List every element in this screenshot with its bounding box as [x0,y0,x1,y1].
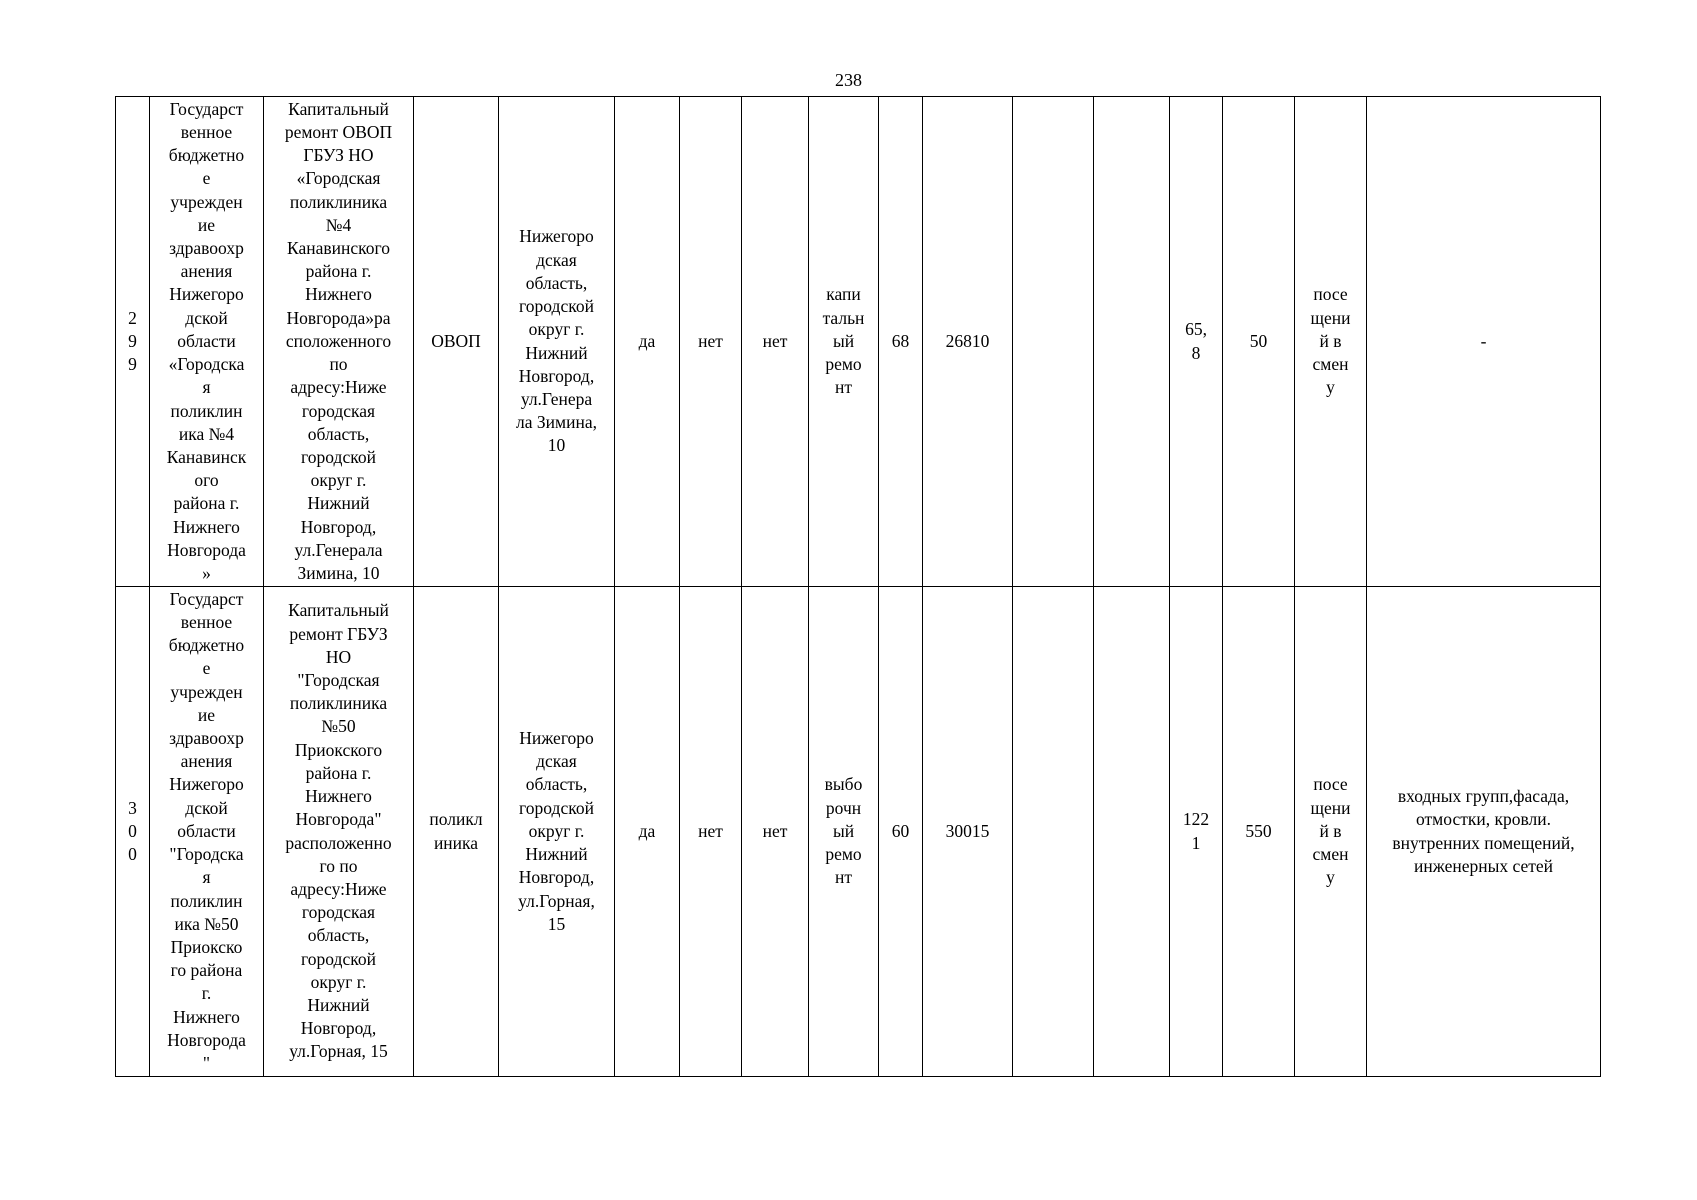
capacity-unit-cell [1295,587,1367,1077]
cell-text-line: ие [197,704,216,725]
cell-text-line: адресу:Ниже [290,878,387,899]
cell-text-line: 65, [1185,319,1207,340]
cell-text-line: область, [307,423,370,444]
cell-text-line: Нижний [307,994,370,1015]
cell-text-line: Государст [169,588,244,609]
capacity-cell: 550 [1223,587,1295,1077]
cell-text-line: ремонт ГБУЗ [289,623,388,644]
cell-text-line: области [177,820,236,841]
cell-text-line: здравоохр [169,728,244,749]
cell-text-line: анения [180,261,233,282]
cell-text-line: ла Зимина, [516,412,597,433]
cell-text-line: №4 [325,214,352,235]
cell-text-line: поликл [429,809,483,830]
cell-text-line: 8 [1191,342,1201,363]
cell-text-line: й в [1319,820,1342,841]
cell-text-line: городская [301,400,376,421]
cell-text-line: "Городска [169,844,244,865]
cell-text-line: области [177,330,236,351]
row-number-cell [116,587,150,1077]
owner-cell [150,587,264,1077]
cell-text-line: Капитальный [288,600,389,621]
object-type-cell [414,587,499,1077]
cell-text-line: городской [519,797,594,818]
object-type-cell [414,97,499,587]
cell-text-line: Нижнего [305,284,372,305]
cell-text-line: 1 [1191,832,1201,853]
cell-text-line: у [1326,867,1335,888]
cell-text-line: Новгород, [300,516,377,537]
cell-text-line: района г. [173,493,240,514]
cell-text-line: внутренних помещений, [1392,832,1575,853]
cell-text-line: района г. [305,261,372,282]
row-number-cell [116,97,150,587]
cell-text-line: тальн [822,307,865,328]
cell-text-line: Нижегоро [519,728,594,749]
cell-text-line: округ г. [310,971,367,992]
note-cell [1367,587,1601,1077]
cell-text-line: 0 [128,820,137,841]
page-number: 238 [835,70,862,90]
cell-col10: 68 [879,97,923,587]
cell-text-line: Новгород, [300,1018,377,1039]
cell-col12 [1013,587,1094,1077]
cell-text-line: - [1480,330,1487,351]
capacity-unit-cell [1295,97,1367,587]
cell-text-line: посе [1313,284,1348,305]
cell-text-line: область, [525,774,588,795]
table-row [116,587,1601,1077]
cell-col6: да [615,587,680,1077]
cell-col13 [1094,97,1170,587]
cell-text-line: 122 [1182,809,1210,830]
cell-text-line: ремо [825,844,862,865]
cell-text-line: отмостки, кровли. [1416,809,1551,830]
cell-text-line: Государст [169,98,244,119]
capacity-cell: 50 [1223,97,1295,587]
cell-col7: нет [680,97,742,587]
cell-text-line: бюджетно [168,635,245,656]
cell-text-line: у [1326,377,1335,398]
cell-text-line: ика №4 [178,423,235,444]
cell-text-line: Канавинского [287,238,390,259]
cell-text-line: й в [1319,330,1342,351]
cell-text-line: нт [834,377,852,398]
cell-text-line: Новгорода [167,1029,246,1050]
cell-text-line: смен [1312,844,1349,865]
cell-text-line: я [202,867,211,888]
cell-text-line: по [329,354,348,375]
cell-text-line: ул.Горная, 15 [289,1041,388,1062]
cell-text-line: ул.Горная, [518,890,595,911]
cell-text-line: «Городская [296,168,381,189]
cell-col6: да [615,97,680,587]
cell-text-line: ул.Генерала [294,539,383,560]
cell-col7: нет [680,587,742,1077]
cell-text-line: округ г. [528,820,585,841]
cell-text-line: Нижнего [305,786,372,807]
cell-text-line: рочн [825,797,862,818]
cell-text-line: » [202,562,211,583]
area-cell [1170,97,1223,587]
cell-col13 [1094,587,1170,1077]
cell-text-line: учрежден [170,681,243,702]
cell-text-line: Нижегоро [169,774,244,795]
cell-text-line: округ г. [310,470,367,491]
cell-text-line: дская [536,751,577,772]
cell-text-line: района г. [305,762,372,783]
cell-text-line: 9 [128,330,137,351]
cell-text-line: поликлин [170,890,243,911]
cell-text-line: го района [170,960,243,981]
cell-text-line: городской [301,948,376,969]
cell-text-line: 0 [128,844,137,865]
cell-text-line: ый [832,330,855,351]
owner-cell [150,97,264,587]
cell-text-line: 10 [547,435,566,456]
cell-text-line: «Городска [168,354,245,375]
cell-text-line: я [202,377,211,398]
cell-text-line: поликлин [170,400,243,421]
cell-text-line: область, [307,925,370,946]
cell-text-line: ого [194,470,219,491]
cell-text-line: №50 [321,716,356,737]
cell-text-line: Нижегоро [519,226,594,247]
cell-text-line: Нижегоро [169,284,244,305]
cell-text-line: Новгорода»ра [286,307,391,328]
cell-text-line: Нижний [525,342,588,363]
cell-text-line: ул.Генера [520,388,593,409]
cell-text-line: нт [834,867,852,888]
cell-text-line: 9 [128,354,137,375]
cell-col11: 30015 [923,587,1013,1077]
cell-text-line: Зимина, 10 [297,562,380,583]
cell-text-line: Приокско [170,936,243,957]
cell-text-line: ика №50 [174,913,239,934]
cell-text-line: Новгорода" [295,809,382,830]
cell-text-line: дской [185,797,228,818]
cell-text-line: ГБУЗ НО [303,145,374,166]
object-name-cell [264,97,414,587]
cell-text-line: Новгород, [518,365,595,386]
address-cell [499,97,615,587]
cell-text-line: анения [180,751,233,772]
register-table [115,96,1601,1077]
cell-text-line: адресу:Ниже [290,377,387,398]
cell-text-line: выбо [824,774,863,795]
cell-text-line: расположенно [285,832,392,853]
cell-text-line: 3 [128,797,137,818]
cell-text-line: ремонт ОВОП [284,122,393,143]
cell-text-line: Канавинск [166,446,247,467]
cell-text-line: дской [185,307,228,328]
cell-text-line: поликлиника [289,693,388,714]
cell-text-line: ОВОП [431,330,481,351]
cell-text-line: Приокского [294,739,383,760]
note-cell [1367,97,1601,587]
address-cell [499,587,615,1077]
cell-text-line: Новгород, [518,867,595,888]
cell-text-line: го по [319,855,358,876]
cell-text-line: щени [1310,797,1351,818]
cell-text-line: Нижний [525,844,588,865]
cell-text-line: е [202,168,211,189]
cell-text-line: дская [536,249,577,270]
cell-text-line: смен [1312,354,1349,375]
cell-text-line: округ г. [528,319,585,340]
cell-col10: 60 [879,587,923,1077]
object-name-cell [264,587,414,1077]
cell-text-line: бюджетно [168,145,245,166]
cell-text-line: область, [525,272,588,293]
cell-text-line: ый [832,820,855,841]
cell-text-line: " [202,1052,211,1073]
cell-text-line: капи [826,284,861,305]
cell-text-line: 15 [547,913,566,934]
cell-text-line: Новгорода [167,539,246,560]
cell-text-line: ие [197,214,216,235]
cell-text-line: здравоохр [169,238,244,259]
cell-col12 [1013,97,1094,587]
cell-col8: нет [742,97,809,587]
work-type-cell [809,587,879,1077]
cell-text-line: городской [519,296,594,317]
cell-text-line: венное [180,122,233,143]
cell-text-line: г. [201,983,212,1004]
cell-col8: нет [742,587,809,1077]
cell-text-line: городская [301,902,376,923]
cell-text-line: поликлиника [289,191,388,212]
cell-text-line: "Городская [297,670,380,691]
cell-text-line: городской [301,446,376,467]
cell-text-line: щени [1310,307,1351,328]
cell-text-line: Нижнего [173,516,240,537]
work-type-cell [809,97,879,587]
area-cell [1170,587,1223,1077]
cell-text-line: инженерных сетей [1413,855,1554,876]
cell-text-line: сположенного [285,330,392,351]
cell-text-line: е [202,658,211,679]
cell-text-line: иника [433,832,479,853]
cell-text-line: ремо [825,354,862,375]
cell-text-line: Нижний [307,493,370,514]
cell-text-line: входных групп,фасада, [1397,786,1570,807]
cell-col11: 26810 [923,97,1013,587]
cell-text-line: учрежден [170,191,243,212]
cell-text-line: посе [1313,774,1348,795]
cell-text-line: НО [325,646,352,667]
cell-text-line: 2 [128,307,137,328]
cell-text-line: Капитальный [288,98,389,119]
cell-text-line: Нижнего [173,1006,240,1027]
cell-text-line: венное [180,612,233,633]
table-row [116,97,1601,587]
